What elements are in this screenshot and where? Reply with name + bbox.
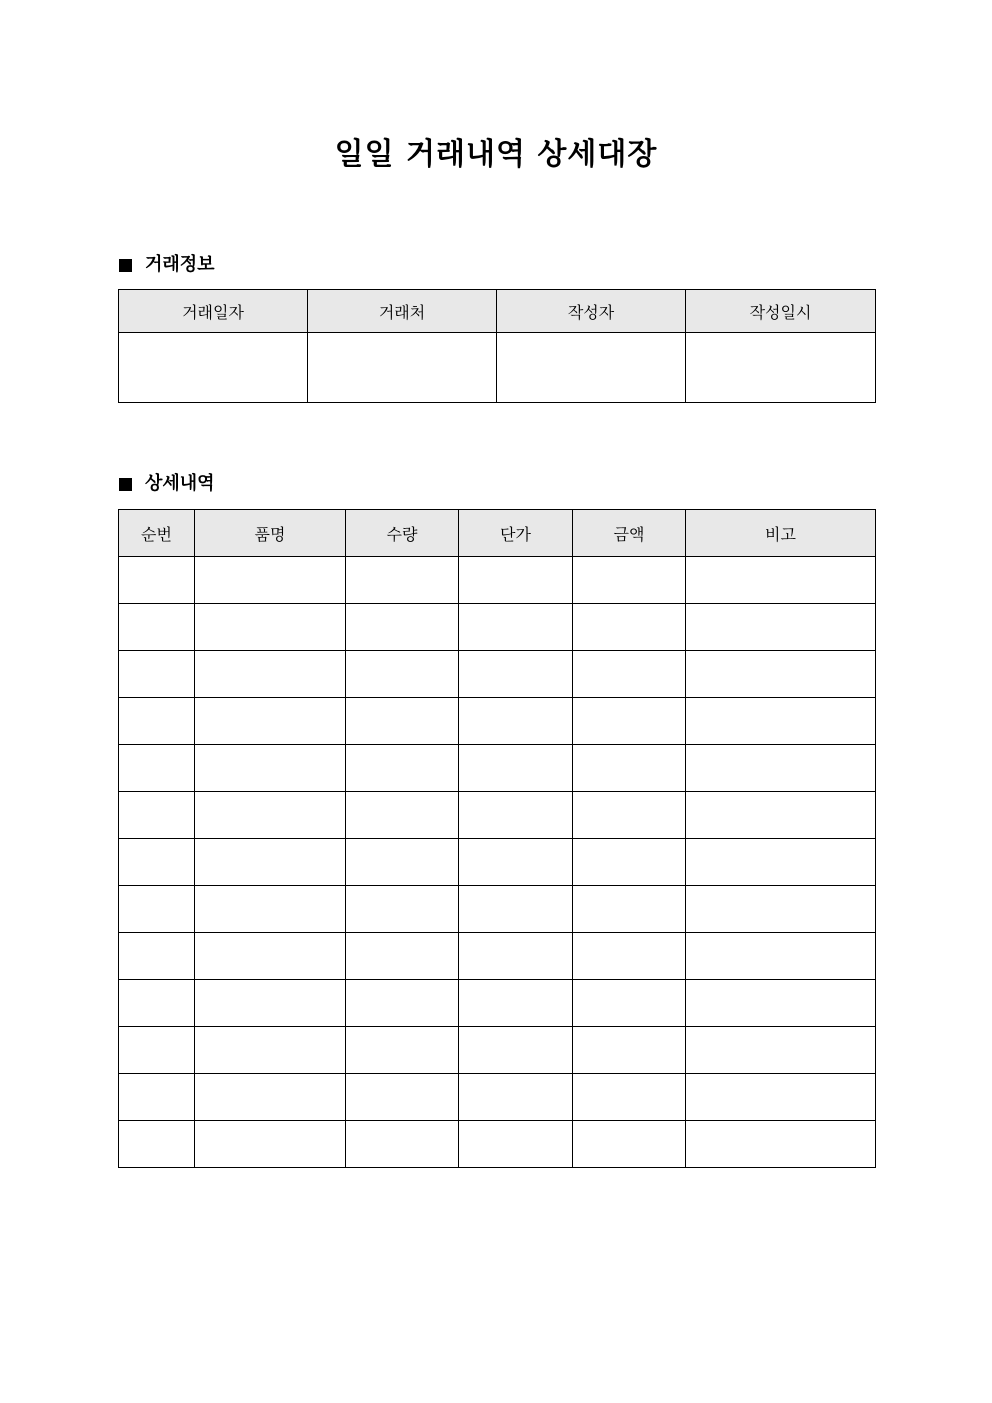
cell-seq[interactable] xyxy=(119,933,195,980)
table-header-row xyxy=(119,510,876,557)
cell-seq[interactable] xyxy=(119,839,195,886)
cell-amount[interactable] xyxy=(573,557,686,604)
cell-remarks[interactable] xyxy=(686,1121,876,1168)
cell-remarks[interactable] xyxy=(686,745,876,792)
cell-remarks[interactable] xyxy=(686,792,876,839)
table-row xyxy=(119,1027,876,1074)
cell-amount[interactable] xyxy=(573,1027,686,1074)
detail-items-table xyxy=(118,509,876,1168)
column-header-quantity: 수량 xyxy=(346,510,459,557)
column-header-author: 작성자 xyxy=(497,290,686,333)
cell-amount[interactable] xyxy=(573,839,686,886)
cell-date[interactable] xyxy=(119,333,308,403)
cell-quantity[interactable] xyxy=(346,980,459,1027)
cell-seq[interactable] xyxy=(119,745,195,792)
table-row xyxy=(119,933,876,980)
cell-amount[interactable] xyxy=(573,651,686,698)
cell-seq[interactable] xyxy=(119,792,195,839)
cell-quantity[interactable] xyxy=(346,1121,459,1168)
cell-quantity[interactable] xyxy=(346,839,459,886)
cell-remarks[interactable] xyxy=(686,557,876,604)
column-header-amount: 금액 xyxy=(573,510,686,557)
table-row xyxy=(119,604,876,651)
table-row xyxy=(119,1121,876,1168)
cell-seq[interactable] xyxy=(119,1074,195,1121)
section-heading-label: 거래정보 xyxy=(145,254,215,275)
table-row xyxy=(119,792,876,839)
cell-item-name[interactable] xyxy=(195,557,346,604)
table-row xyxy=(119,333,876,403)
cell-seq[interactable] xyxy=(119,980,195,1027)
section-heading-detail xyxy=(119,472,215,496)
cell-unit-price[interactable] xyxy=(459,792,573,839)
table-row xyxy=(119,980,876,1027)
cell-unit-price[interactable] xyxy=(459,604,573,651)
cell-unit-price[interactable] xyxy=(459,745,573,792)
table-row xyxy=(119,651,876,698)
cell-quantity[interactable] xyxy=(346,1074,459,1121)
cell-item-name[interactable] xyxy=(195,933,346,980)
cell-item-name[interactable] xyxy=(195,698,346,745)
cell-amount[interactable] xyxy=(573,886,686,933)
column-header-seq: 순번 xyxy=(119,510,195,557)
column-header-written-at: 작성일시 xyxy=(686,290,876,333)
table-row xyxy=(119,839,876,886)
cell-seq[interactable] xyxy=(119,1027,195,1074)
cell-unit-price[interactable] xyxy=(459,698,573,745)
cell-quantity[interactable] xyxy=(346,1027,459,1074)
cell-seq[interactable] xyxy=(119,1121,195,1168)
cell-unit-price[interactable] xyxy=(459,933,573,980)
column-header-remarks: 비고 xyxy=(686,510,876,557)
column-header-item-name: 품명 xyxy=(195,510,346,557)
cell-quantity[interactable] xyxy=(346,745,459,792)
column-header-date: 거래일자 xyxy=(119,290,308,333)
square-bullet-icon xyxy=(119,478,132,491)
cell-unit-price[interactable] xyxy=(459,886,573,933)
cell-item-name[interactable] xyxy=(195,839,346,886)
cell-remarks[interactable] xyxy=(686,839,876,886)
cell-amount[interactable] xyxy=(573,745,686,792)
cell-remarks[interactable] xyxy=(686,698,876,745)
table-row xyxy=(119,886,876,933)
cell-quantity[interactable] xyxy=(346,651,459,698)
cell-item-name[interactable] xyxy=(195,980,346,1027)
cell-unit-price[interactable] xyxy=(459,980,573,1027)
cell-amount[interactable] xyxy=(573,980,686,1027)
cell-remarks[interactable] xyxy=(686,933,876,980)
cell-remarks[interactable] xyxy=(686,1074,876,1121)
cell-seq[interactable] xyxy=(119,651,195,698)
cell-partner[interactable] xyxy=(308,333,497,403)
square-bullet-icon xyxy=(119,259,132,272)
cell-item-name[interactable] xyxy=(195,792,346,839)
cell-unit-price[interactable] xyxy=(459,557,573,604)
table-header-row xyxy=(119,290,876,333)
cell-amount[interactable] xyxy=(573,698,686,745)
cell-quantity[interactable] xyxy=(346,886,459,933)
cell-item-name[interactable] xyxy=(195,604,346,651)
cell-amount[interactable] xyxy=(573,604,686,651)
table-row xyxy=(119,1074,876,1121)
cell-item-name[interactable] xyxy=(195,651,346,698)
cell-item-name[interactable] xyxy=(195,886,346,933)
cell-remarks[interactable] xyxy=(686,1027,876,1074)
cell-item-name[interactable] xyxy=(195,1121,346,1168)
cell-remarks[interactable] xyxy=(686,886,876,933)
cell-remarks[interactable] xyxy=(686,980,876,1027)
column-header-unit-price: 단가 xyxy=(459,510,573,557)
cell-quantity[interactable] xyxy=(346,792,459,839)
cell-item-name[interactable] xyxy=(195,745,346,792)
cell-amount[interactable] xyxy=(573,792,686,839)
cell-author[interactable] xyxy=(497,333,686,403)
cell-item-name[interactable] xyxy=(195,1027,346,1074)
cell-remarks[interactable] xyxy=(686,651,876,698)
page-title: 일일 거래내역 상세대장 xyxy=(334,137,658,172)
cell-amount[interactable] xyxy=(573,1121,686,1168)
cell-unit-price[interactable] xyxy=(459,651,573,698)
table-row xyxy=(119,745,876,792)
cell-seq[interactable] xyxy=(119,698,195,745)
cell-unit-price[interactable] xyxy=(459,1121,573,1168)
cell-remarks[interactable] xyxy=(686,604,876,651)
cell-unit-price[interactable] xyxy=(459,839,573,886)
section-heading-label: 상세내역 xyxy=(145,473,215,494)
cell-written-at[interactable] xyxy=(686,333,876,403)
cell-quantity[interactable] xyxy=(346,604,459,651)
section-heading-info xyxy=(119,253,215,277)
cell-unit-price[interactable] xyxy=(459,1027,573,1074)
table-row xyxy=(119,557,876,604)
cell-unit-price[interactable] xyxy=(459,1074,573,1121)
cell-quantity[interactable] xyxy=(346,698,459,745)
cell-amount[interactable] xyxy=(573,1074,686,1121)
table-row xyxy=(119,698,876,745)
cell-quantity[interactable] xyxy=(346,557,459,604)
column-header-partner: 거래처 xyxy=(308,290,497,333)
transaction-info-table xyxy=(118,289,876,403)
cell-seq[interactable] xyxy=(119,886,195,933)
cell-seq[interactable] xyxy=(119,557,195,604)
cell-item-name[interactable] xyxy=(195,1074,346,1121)
cell-seq[interactable] xyxy=(119,604,195,651)
cell-amount[interactable] xyxy=(573,933,686,980)
cell-quantity[interactable] xyxy=(346,933,459,980)
